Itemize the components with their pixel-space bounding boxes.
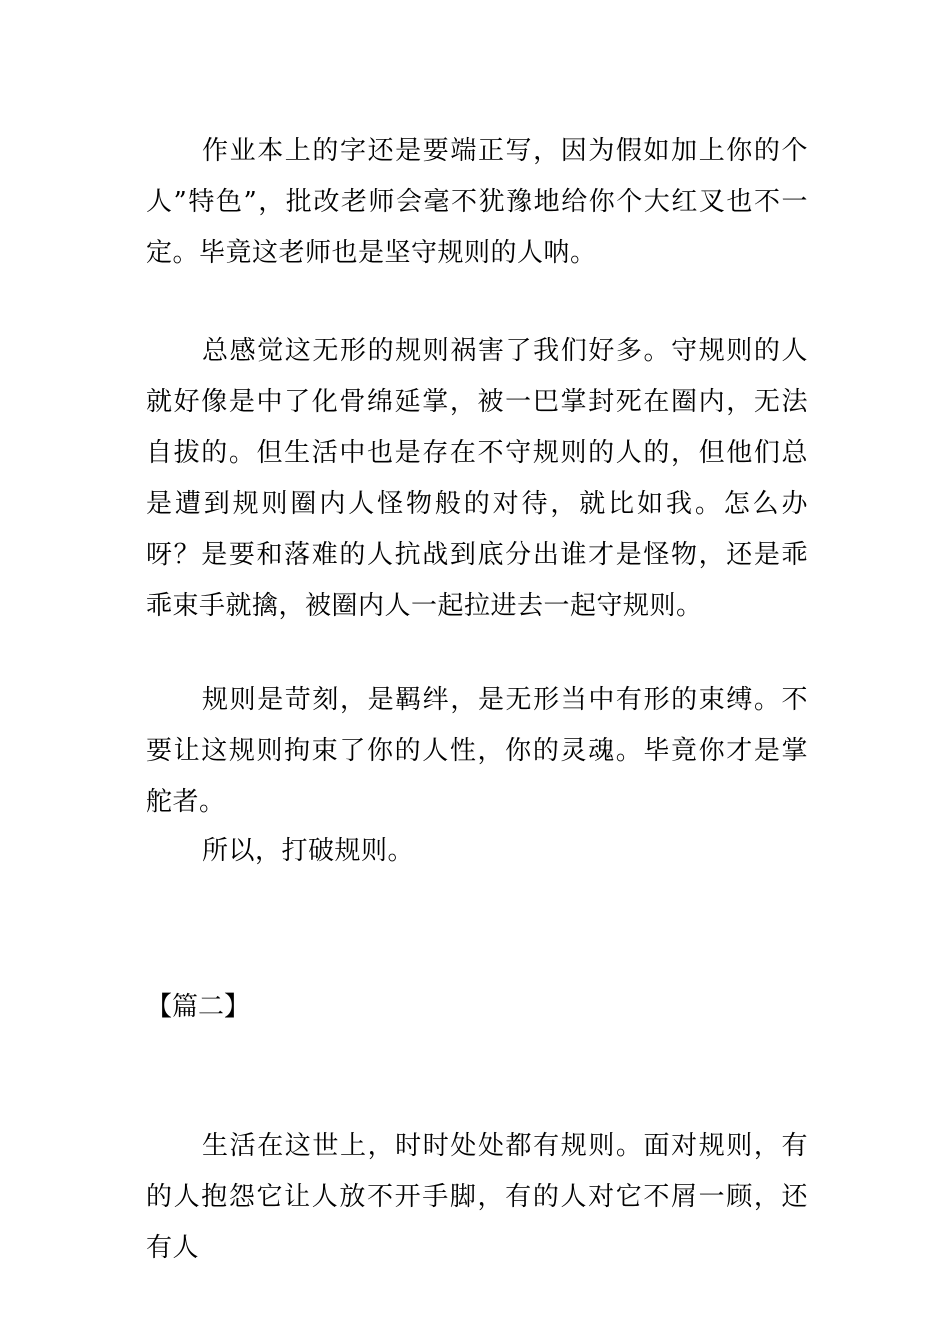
section-heading: 【篇二】: [146, 992, 251, 1022]
paragraph: 总感觉这无形的规则祸害了我们好多。守规则的人就好像是中了化骨绵延掌，被一巴掌封死在圈内，无法自拔的。但生活中也是存在不守规则的人的，但他们总是遭到规则圈内人怪物般的对待，就比如我。怎么办呀？是要和落难的人抗战到底分出谁才是怪物，还是乖乖束手就擒，被圈内人一起拉进去一起守规则。: [146, 336, 808, 621]
paragraph: 所以，打破规则。: [202, 836, 415, 866]
paragraph: 规则是苛刻，是羁绊，是无形当中有形的束缚。不要让这规则拘束了你的人性，你的灵魂。毕竟你才是掌舵者。: [146, 685, 808, 817]
paragraph: 生活在这世上，时时处处都有规则。面对规则，有的人抱怨它让人放不开手脚，有的人对它不屑一顾，还有人: [146, 1131, 808, 1263]
paragraph: 作业本上的字还是要端正写，因为假如加上你的个人”特色”，批改老师会毫不犹豫地给你个大红叉也不一定。毕竟这老师也是坚守规则的人呐。: [146, 136, 808, 268]
